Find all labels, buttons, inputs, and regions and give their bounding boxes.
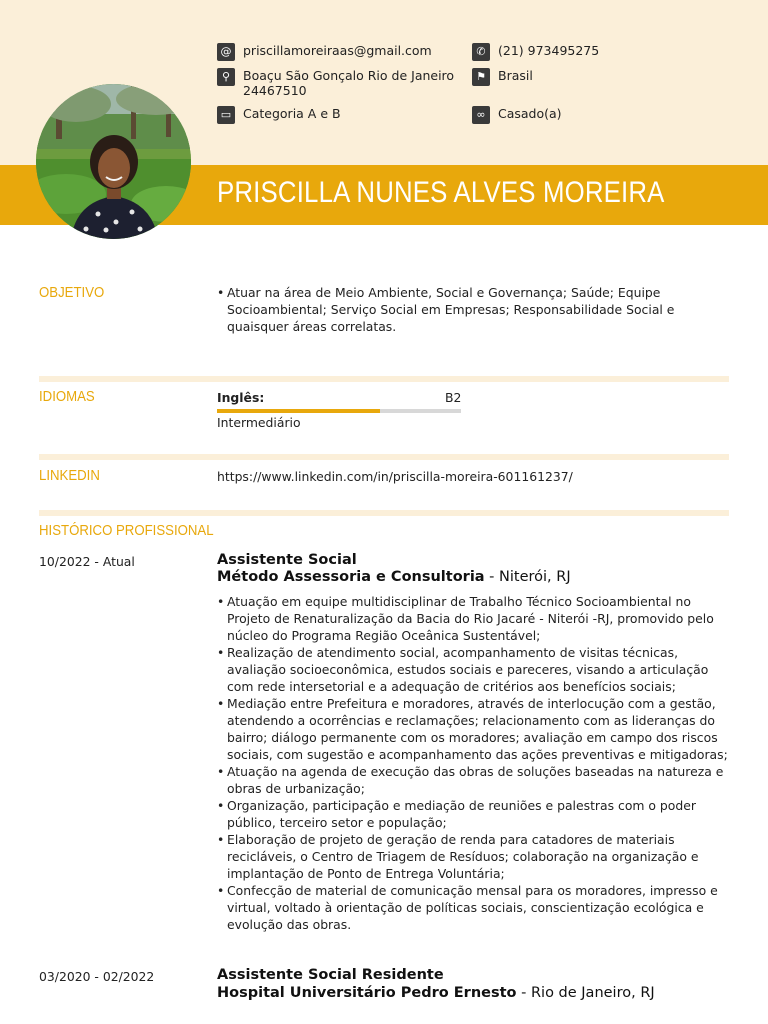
section-label-history: HISTÓRICO PROFISSIONAL bbox=[39, 522, 214, 539]
at-icon: @ bbox=[217, 43, 235, 61]
location-pin-icon: ⚲ bbox=[217, 68, 235, 86]
phone-text: (21) 973495275 bbox=[498, 43, 600, 58]
job-bullet: • Confecção de material de comunicação mensal para os moradores, impresso e virtual, voltado à orientação de políticas sociais, conscientização ecológica e evolução das obras. bbox=[217, 882, 731, 933]
section-label-linkedin: LINKEDIN bbox=[39, 467, 100, 484]
car-icon: ▭ bbox=[217, 106, 235, 124]
job-company: Método Assessoria e Consultoria bbox=[217, 569, 485, 585]
job-bullet-list bbox=[217, 593, 731, 933]
language-description: Intermediário bbox=[217, 415, 301, 430]
postal-code: 24467510 bbox=[243, 83, 307, 98]
section-divider bbox=[39, 376, 729, 382]
profile-photo bbox=[36, 84, 191, 239]
language-level: B2 bbox=[445, 390, 462, 405]
job-company-line bbox=[217, 985, 655, 1001]
job-title: Assistente Social bbox=[217, 552, 357, 568]
license-text: Categoria A e B bbox=[243, 106, 341, 121]
language-proficiency-fill bbox=[217, 409, 380, 413]
job-bullet: • Atuação na agenda de execução das obras de soluções baseadas na natureza e obras de urbanização; bbox=[217, 763, 731, 797]
section-divider bbox=[39, 510, 729, 516]
contact-marital-status bbox=[472, 106, 562, 124]
job-bullet: • Elaboração de projeto de geração de renda para catadores de materiais recicláveis, o Centro de Triagem de Resíduos; colaboração na organização e implantação de Ponto de Entrega Voluntária; bbox=[217, 831, 731, 882]
flag-icon: ⚑ bbox=[472, 68, 490, 86]
linkedin-url-link[interactable]: https://www.linkedin.com/in/priscilla-moreira-601161237/ bbox=[217, 469, 573, 484]
job-period: 10/2022 - Atual bbox=[39, 554, 135, 569]
candidate-name: PRISCILLA NUNES ALVES MOREIRA bbox=[217, 176, 665, 209]
job-period: 03/2020 - 02/2022 bbox=[39, 969, 155, 984]
section-label-languages: IDIOMAS bbox=[39, 388, 95, 405]
contact-license bbox=[217, 106, 341, 124]
job-bullet: • Mediação entre Prefeitura e moradores, através de interlocução com a gestão, atendendo a ocorrências e reclamações; relacionamento com as lideranças do bairro; diálogo permanente com os moradores; avaliação em campo dos riscos sociais, com sugestão e acompanhamento das ações preventivas e mitigadoras; bbox=[217, 695, 731, 763]
job-location: - Rio de Janeiro, RJ bbox=[516, 985, 655, 1001]
job-bullet: • Realização de atendimento social, acompanhamento de visitas técnicas, avaliação socioeconômica, estudos sociais e pareceres, visando a articulação com rede intersetorial e a adequação de critérios aos benefícios sociais; bbox=[217, 644, 731, 695]
contact-address bbox=[217, 68, 454, 98]
job-company: Hospital Universitário Pedro Ernesto bbox=[217, 985, 517, 1001]
country-text: Brasil bbox=[498, 68, 533, 83]
language-proficiency-bar bbox=[217, 409, 461, 413]
job-bullet: • Organização, participação e mediação de reuniões e palestras com o poder público, terceiro setor e população; bbox=[217, 797, 731, 831]
objective-item: • Atuar na área de Meio Ambiente, Social e Governança; Saúde; Equipe Socioambiental; Serviço Social em Empresas; Responsabilidade Social e quaisquer áreas correlatas. bbox=[217, 284, 731, 335]
section-label-objective: OBJETIVO bbox=[39, 284, 105, 301]
job-bullet: • Atuação em equipe multidisciplinar de Trabalho Técnico Socioambiental no Projeto de Renaturalização da Bacia do Rio Jacaré - Niterói -RJ, promovido pelo núcleo do Programa Região Oceânica Sustentável; bbox=[217, 593, 731, 644]
rings-icon: ∞ bbox=[472, 106, 490, 124]
phone-icon: ✆ bbox=[472, 43, 490, 61]
language-name: Inglês: bbox=[217, 390, 265, 405]
contact-country bbox=[472, 68, 533, 86]
contact-email[interactable] bbox=[217, 43, 432, 61]
objective-list bbox=[217, 284, 731, 335]
job-location: - Niterói, RJ bbox=[484, 569, 571, 585]
address-line: Boaçu São Gonçalo Rio de Janeiro bbox=[243, 68, 455, 83]
job-company-line bbox=[217, 569, 571, 585]
address-text bbox=[243, 68, 454, 98]
email-text: priscillamoreiraas@gmail.com bbox=[243, 43, 432, 58]
job-title: Assistente Social Residente bbox=[217, 967, 444, 983]
marital-status-text: Casado(a) bbox=[498, 106, 562, 121]
section-divider bbox=[39, 454, 729, 460]
contact-phone[interactable] bbox=[472, 43, 599, 61]
